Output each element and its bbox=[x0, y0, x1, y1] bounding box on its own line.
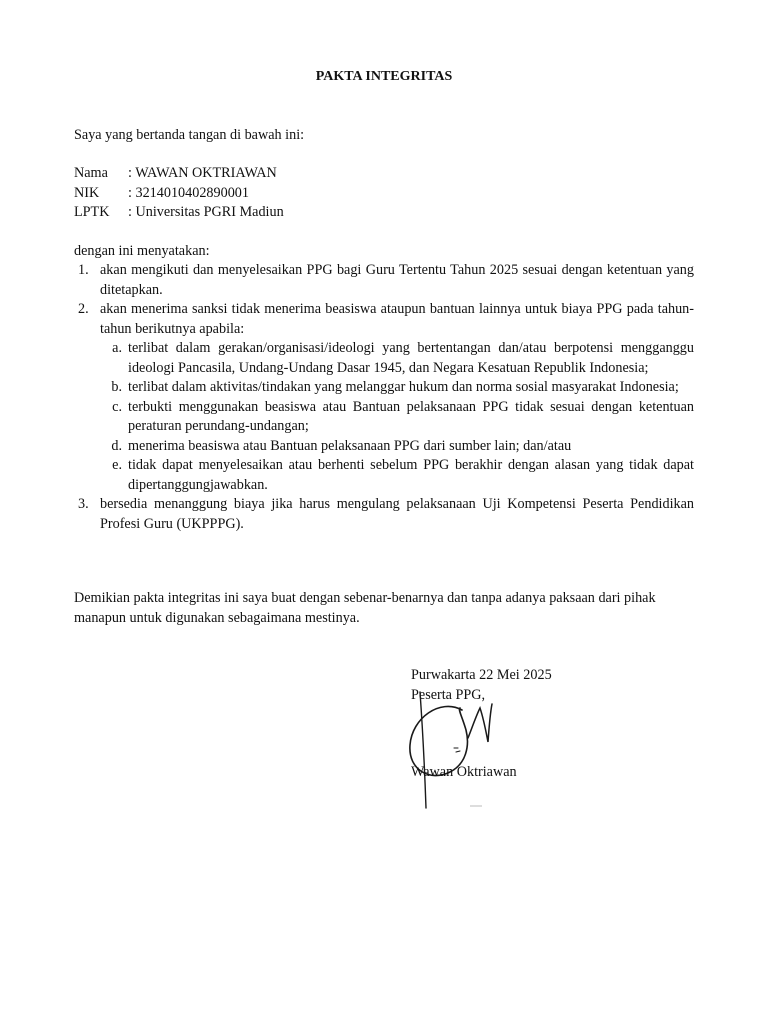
sub-list-item bbox=[100, 378, 694, 398]
list-item bbox=[74, 495, 694, 534]
sub-item-letter: d. bbox=[111, 437, 122, 454]
sub-list bbox=[100, 339, 694, 495]
sub-list-item bbox=[100, 398, 694, 437]
sub-item-text: terlibat dalam gerakan/organisasi/ideologi yang bertentangan dan/atau berpotensi mengganggu ideologi Pancasila, Undang-Undang Dasar 1945, dan Negara Kesatuan Republik Indonesia; bbox=[128, 340, 694, 376]
sub-item-text: terbukti menggunakan beasiswa atau Bantuan pelaksanaan PPG tidak sesuai dengan ketentuan peraturan perundang-undangan; bbox=[128, 398, 694, 434]
identity-value: : WAWAN OKTRIAWAN bbox=[128, 165, 277, 181]
identity-value: : Universitas PGRI Madiun bbox=[128, 204, 284, 220]
sub-item-letter: b. bbox=[111, 379, 122, 395]
closing-paragraph: Demikian pakta integritas ini saya buat dengan sebenar-benarnya dan tanpa adanya paksaan dari pihak manapun untuk digunakan sebagaimana mestinya. bbox=[74, 590, 656, 626]
sub-list-item bbox=[100, 456, 694, 495]
identity-row-nik bbox=[74, 184, 284, 204]
statement-intro: dengan ini menyatakan: bbox=[74, 243, 210, 259]
sub-item-text: menerima beasiswa atau Bantuan pelaksanaan PPG dari sumber lain; dan/atau bbox=[128, 437, 572, 454]
identity-label: LPTK bbox=[74, 204, 110, 220]
identity-row-lptk bbox=[74, 203, 284, 223]
identity-label: Nama bbox=[74, 165, 108, 181]
signer-name: Wawan Oktriawan bbox=[411, 764, 517, 780]
sign-role: Peserta PPG, bbox=[411, 686, 486, 703]
list-item-number: 1. bbox=[78, 262, 89, 278]
list-item-text: bersedia menanggung biaya jika harus mengulang pelaksanaan Uji Kompetensi Peserta Pendidikan Profesi Guru (UKPPPG). bbox=[100, 496, 694, 532]
list-item-number: 2. bbox=[78, 301, 89, 317]
sub-list-item bbox=[100, 339, 694, 378]
handwritten-signature-icon bbox=[400, 690, 510, 810]
list-item-text: akan menerima sanksi tidak menerima beasiswa ataupun bantuan lainnya untuk biaya PPG pada tahun- tahun berikutnya apabila: bbox=[100, 301, 694, 337]
identity-block bbox=[74, 164, 284, 223]
sub-item-letter: e. bbox=[112, 457, 122, 473]
sub-list-item bbox=[100, 437, 694, 457]
sub-item-text: tidak dapat menyelesaikan atau berhenti sebelum PPG berakhir dengan alasan yang tidak dapat dipertanggungjawabkan. bbox=[128, 457, 694, 493]
list-item-number: 3. bbox=[78, 496, 89, 512]
list-item bbox=[74, 300, 694, 339]
sub-item-letter: a. bbox=[112, 340, 122, 356]
sign-place-date: Purwakarta 22 Mei 2025 bbox=[411, 667, 552, 683]
identity-value: : 3214010402890001 bbox=[128, 184, 249, 201]
document-title: PAKTA INTEGRITAS bbox=[315, 69, 453, 84]
sub-item-letter: c. bbox=[112, 398, 122, 415]
list-item-text: akan mengikuti dan menyelesaikan PPG bagi Guru Tertentu Tahun 2025 sesuai dengan ketentuan yang ditetapkan. bbox=[100, 262, 694, 298]
sub-item-text: terlibat dalam aktivitas/tindakan yang melanggar hukum dan norma sosial masyarakat Indonesia; bbox=[128, 379, 679, 395]
statement-list bbox=[74, 261, 694, 534]
list-item bbox=[74, 261, 694, 300]
intro-text: Saya yang bertanda tangan di bawah ini: bbox=[74, 127, 305, 143]
identity-label: NIK bbox=[74, 184, 100, 201]
identity-row-name bbox=[74, 164, 284, 184]
